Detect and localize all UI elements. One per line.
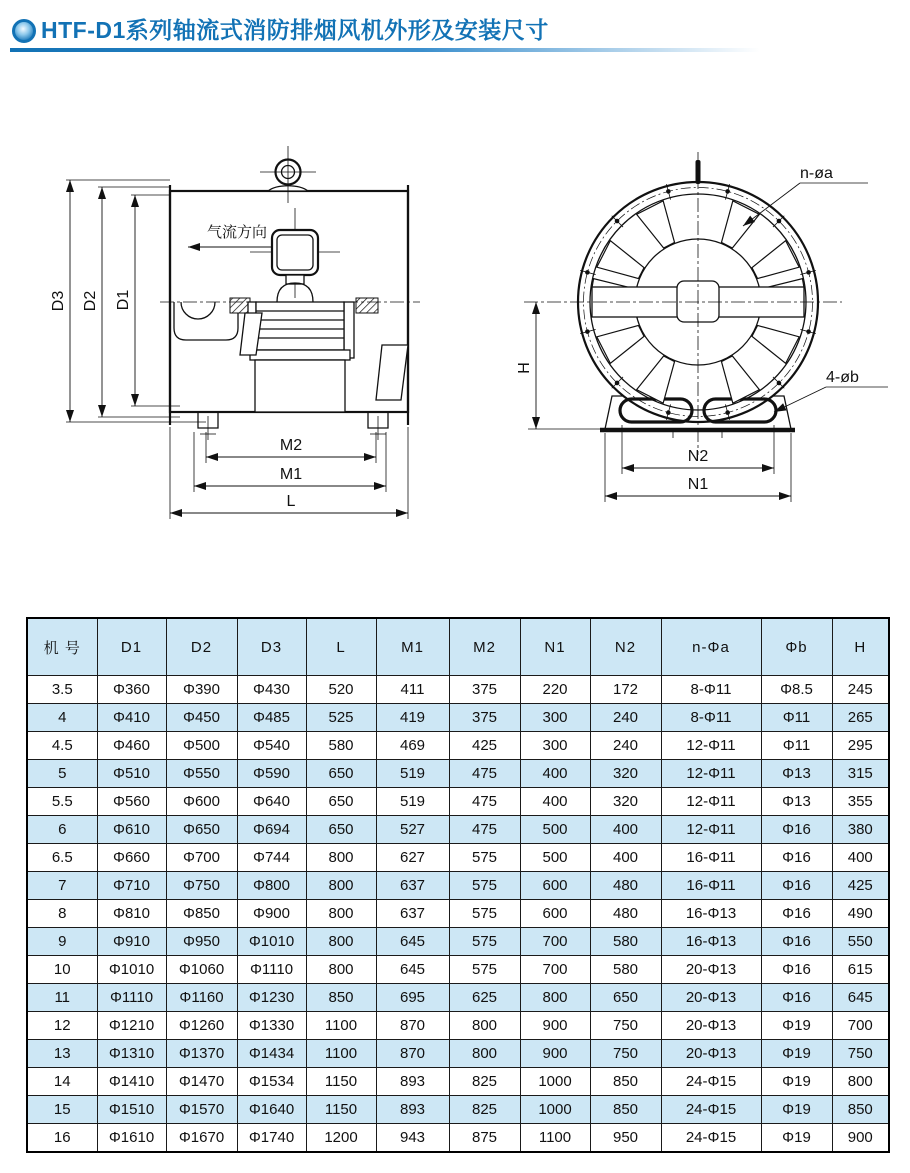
table-cell: 800 — [449, 1012, 520, 1040]
table-cell: 900 — [520, 1040, 590, 1068]
table-cell: 411 — [376, 676, 449, 704]
table-row — [27, 956, 889, 984]
table-cell: 24-Φ15 — [661, 1124, 761, 1153]
column-header: 机 号 — [27, 618, 97, 676]
table-cell: Φ1110 — [237, 956, 306, 984]
table-cell: 6.5 — [27, 844, 97, 872]
dim-label-d3: D3 — [50, 290, 67, 312]
table-cell: 172 — [590, 676, 661, 704]
table-cell: Φ1260 — [166, 1012, 237, 1040]
table-row — [27, 816, 889, 844]
table-cell: Φ485 — [237, 704, 306, 732]
table-cell: 8-Φ11 — [661, 676, 761, 704]
table-cell: Φ1160 — [166, 984, 237, 1012]
table-cell: 6 — [27, 816, 97, 844]
table-cell: Φ460 — [97, 732, 166, 760]
table-cell: 425 — [449, 732, 520, 760]
table-cell: 320 — [590, 788, 661, 816]
table-cell: Φ694 — [237, 816, 306, 844]
table-cell: 519 — [376, 760, 449, 788]
table-cell: 295 — [832, 732, 889, 760]
table-cell: 425 — [832, 872, 889, 900]
table-cell: 20-Φ13 — [661, 984, 761, 1012]
table-cell: 893 — [376, 1068, 449, 1096]
table-cell: Φ1570 — [166, 1096, 237, 1124]
table-cell: Φ1670 — [166, 1124, 237, 1153]
table-cell: 575 — [449, 928, 520, 956]
table-cell: 600 — [520, 900, 590, 928]
table-cell: Φ1370 — [166, 1040, 237, 1068]
table-row — [27, 928, 889, 956]
technical-drawing — [0, 140, 910, 540]
length-dimensions — [170, 427, 408, 519]
table-row — [27, 1012, 889, 1040]
dim-label-n1: N1 — [687, 476, 709, 493]
table-cell: 14 — [27, 1068, 97, 1096]
table-cell: 695 — [376, 984, 449, 1012]
column-header: M1 — [376, 618, 449, 676]
table-cell: Φ750 — [166, 872, 237, 900]
table-cell: 7 — [27, 872, 97, 900]
table-cell: 375 — [449, 676, 520, 704]
column-header: N2 — [590, 618, 661, 676]
column-header: N1 — [520, 618, 590, 676]
bullet-target-icon — [12, 19, 36, 43]
table-cell: Φ16 — [761, 900, 832, 928]
page-header — [10, 12, 900, 54]
column-header: n-Φa — [661, 618, 761, 676]
dim-label-m1: M1 — [279, 466, 303, 483]
table-cell: Φ600 — [166, 788, 237, 816]
table-row — [27, 1096, 889, 1124]
table-cell: 315 — [832, 760, 889, 788]
table-cell: 500 — [520, 844, 590, 872]
table-row — [27, 704, 889, 732]
table-cell: 400 — [590, 844, 661, 872]
table-cell: 650 — [590, 984, 661, 1012]
table-cell: Φ850 — [166, 900, 237, 928]
table-row — [27, 844, 889, 872]
table-cell: Φ1310 — [97, 1040, 166, 1068]
table-cell: 400 — [590, 816, 661, 844]
table-cell: Φ1534 — [237, 1068, 306, 1096]
table-cell: Φ450 — [166, 704, 237, 732]
table-cell: 870 — [376, 1012, 449, 1040]
table-cell: 480 — [590, 872, 661, 900]
table-cell: 825 — [449, 1096, 520, 1124]
table-row — [27, 1124, 889, 1153]
height-dimension — [516, 302, 600, 429]
foot-holes-callout — [774, 369, 888, 412]
dim-label-d2: D2 — [82, 290, 99, 312]
support-vane — [637, 201, 675, 248]
table-cell: Φ560 — [97, 788, 166, 816]
table-cell: Φ16 — [761, 816, 832, 844]
table-cell: Φ1060 — [166, 956, 237, 984]
callout-label-4-ob: 4-øb — [826, 369, 859, 386]
table-cell: 700 — [832, 1012, 889, 1040]
table-cell: Φ19 — [761, 1012, 832, 1040]
table-cell: 20-Φ13 — [661, 1040, 761, 1068]
table-cell: 1100 — [520, 1124, 590, 1153]
table-cell: Φ910 — [97, 928, 166, 956]
table-cell: 575 — [449, 900, 520, 928]
table-cell: 627 — [376, 844, 449, 872]
table-cell: 750 — [590, 1012, 661, 1040]
table-cell: Φ540 — [237, 732, 306, 760]
table-cell: 12-Φ11 — [661, 732, 761, 760]
table-row — [27, 1040, 889, 1068]
table-cell: 750 — [832, 1040, 889, 1068]
page-title: HTF-D1系列轴流式消防排烟风机外形及安装尺寸 — [41, 17, 549, 43]
table-cell: 475 — [449, 788, 520, 816]
table-cell: 12-Φ11 — [661, 816, 761, 844]
flange-holes-callout — [743, 165, 868, 226]
table-cell: 700 — [520, 928, 590, 956]
motor-pedestal — [255, 360, 345, 412]
dim-label-d1: D1 — [115, 289, 132, 311]
table-cell: 850 — [832, 1096, 889, 1124]
table-cell: 950 — [590, 1124, 661, 1153]
table-cell: Φ1010 — [237, 928, 306, 956]
table-cell: 615 — [832, 956, 889, 984]
column-header: L — [306, 618, 376, 676]
table-cell: 320 — [590, 760, 661, 788]
dim-label-m2: M2 — [279, 437, 303, 454]
table-cell: 8-Φ11 — [661, 704, 761, 732]
table-cell: 265 — [832, 704, 889, 732]
table-cell: Φ660 — [97, 844, 166, 872]
table-cell: 469 — [376, 732, 449, 760]
table-cell: 1100 — [306, 1012, 376, 1040]
table-cell: 10 — [27, 956, 97, 984]
table-cell: 24-Φ15 — [661, 1096, 761, 1124]
table-cell: Φ8.5 — [761, 676, 832, 704]
table-cell: 15 — [27, 1096, 97, 1124]
support-vane — [597, 241, 644, 279]
side-view — [50, 146, 420, 519]
support-vane — [637, 356, 675, 403]
table-cell: Φ810 — [97, 900, 166, 928]
table-cell: 5 — [27, 760, 97, 788]
table-cell: Φ744 — [237, 844, 306, 872]
table-cell: Φ800 — [237, 872, 306, 900]
dimension-table — [26, 617, 890, 1153]
table-cell: 20-Φ13 — [661, 956, 761, 984]
table-cell: 850 — [590, 1068, 661, 1096]
table-cell: 1150 — [306, 1096, 376, 1124]
airflow-label: 气流方向 — [206, 224, 268, 241]
table-cell: Φ1110 — [97, 984, 166, 1012]
column-header: D2 — [166, 618, 237, 676]
table-cell: 1200 — [306, 1124, 376, 1153]
table-cell: Φ16 — [761, 872, 832, 900]
table-cell: 800 — [449, 1040, 520, 1068]
table-cell: Φ1330 — [237, 1012, 306, 1040]
support-vane — [752, 241, 799, 279]
table-cell: Φ500 — [166, 732, 237, 760]
table-cell: 480 — [590, 900, 661, 928]
support-vane — [721, 356, 759, 403]
table-cell: Φ16 — [761, 844, 832, 872]
mounting-feet — [198, 412, 388, 440]
table-cell: 24-Φ15 — [661, 1068, 761, 1096]
table-cell: 3.5 — [27, 676, 97, 704]
table-row — [27, 900, 889, 928]
table-cell: 475 — [449, 760, 520, 788]
table-cell: 943 — [376, 1124, 449, 1153]
table-cell: 380 — [832, 816, 889, 844]
support-vane — [597, 325, 644, 363]
column-header: D1 — [97, 618, 166, 676]
table-cell: 800 — [306, 956, 376, 984]
dim-label-n2: N2 — [687, 448, 709, 465]
table-cell: 8 — [27, 900, 97, 928]
table-cell: 625 — [449, 984, 520, 1012]
table-row — [27, 676, 889, 704]
table-cell: 4.5 — [27, 732, 97, 760]
table-cell: Φ710 — [97, 872, 166, 900]
table-cell: Φ1230 — [237, 984, 306, 1012]
dim-label-l: L — [286, 493, 296, 510]
table-cell: 637 — [376, 900, 449, 928]
table-cell: Φ1610 — [97, 1124, 166, 1153]
table-cell: 300 — [520, 732, 590, 760]
table-cell: 650 — [306, 760, 376, 788]
table-cell: Φ19 — [761, 1068, 832, 1096]
table-cell: 16 — [27, 1124, 97, 1153]
table-cell: Φ610 — [97, 816, 166, 844]
table-cell: 1000 — [520, 1068, 590, 1096]
table-cell: 875 — [449, 1124, 520, 1153]
table-cell: Φ430 — [237, 676, 306, 704]
table-cell: 900 — [832, 1124, 889, 1153]
table-cell: 1100 — [306, 1040, 376, 1068]
table-cell: 800 — [832, 1068, 889, 1096]
table-cell: 800 — [306, 928, 376, 956]
motor-fins — [256, 302, 344, 350]
table-cell: Φ13 — [761, 788, 832, 816]
table-cell: 240 — [590, 704, 661, 732]
table-cell: 650 — [306, 816, 376, 844]
table-cell: 1150 — [306, 1068, 376, 1096]
table-cell: 580 — [590, 928, 661, 956]
table-cell: Φ410 — [97, 704, 166, 732]
table-cell: 16-Φ13 — [661, 900, 761, 928]
table-cell: 490 — [832, 900, 889, 928]
table-cell: 220 — [520, 676, 590, 704]
table-cell: Φ390 — [166, 676, 237, 704]
table-cell: 500 — [520, 816, 590, 844]
table-cell: Φ550 — [166, 760, 237, 788]
support-vane — [721, 201, 759, 248]
table-row — [27, 984, 889, 1012]
table-row — [27, 760, 889, 788]
table-cell: Φ1410 — [97, 1068, 166, 1096]
column-header: H — [832, 618, 889, 676]
dim-label-h: H — [516, 362, 533, 374]
column-header: D3 — [237, 618, 306, 676]
table-cell: Φ360 — [97, 676, 166, 704]
table-cell: 575 — [449, 956, 520, 984]
table-cell: 800 — [306, 872, 376, 900]
column-header: Φb — [761, 618, 832, 676]
table-cell: 11 — [27, 984, 97, 1012]
table-cell: Φ19 — [761, 1096, 832, 1124]
table-cell: 4 — [27, 704, 97, 732]
table-cell: Φ950 — [166, 928, 237, 956]
table-cell: Φ11 — [761, 732, 832, 760]
table-cell: 575 — [449, 844, 520, 872]
table-cell: Φ1640 — [237, 1096, 306, 1124]
table-cell: Φ1740 — [237, 1124, 306, 1153]
table-cell: 580 — [590, 956, 661, 984]
table-cell: Φ19 — [761, 1124, 832, 1153]
table-body — [27, 676, 889, 1153]
table-cell: 550 — [832, 928, 889, 956]
table-cell: 12-Φ11 — [661, 788, 761, 816]
front-view — [516, 152, 888, 502]
table-cell: 800 — [520, 984, 590, 1012]
table-cell: 637 — [376, 872, 449, 900]
table-cell: 9 — [27, 928, 97, 956]
table-cell: Φ1010 — [97, 956, 166, 984]
table-cell: Φ700 — [166, 844, 237, 872]
support-vane — [752, 325, 799, 363]
table-cell: Φ590 — [237, 760, 306, 788]
table-cell: Φ1510 — [97, 1096, 166, 1124]
table-cell: 825 — [449, 1068, 520, 1096]
table-cell: 400 — [520, 788, 590, 816]
table-cell: Φ13 — [761, 760, 832, 788]
table-cell: 520 — [306, 676, 376, 704]
table-cell: Φ19 — [761, 1040, 832, 1068]
table-cell: Φ640 — [237, 788, 306, 816]
table-cell: Φ1470 — [166, 1068, 237, 1096]
table-cell: 519 — [376, 788, 449, 816]
table-cell: 800 — [306, 844, 376, 872]
table-row — [27, 788, 889, 816]
table-cell: 245 — [832, 676, 889, 704]
table-cell: 525 — [306, 704, 376, 732]
table-cell: 16-Φ11 — [661, 872, 761, 900]
table-cell: Φ16 — [761, 956, 832, 984]
table-cell: 893 — [376, 1096, 449, 1124]
table-cell: 750 — [590, 1040, 661, 1068]
table-cell: 870 — [376, 1040, 449, 1068]
table-cell: 900 — [520, 1012, 590, 1040]
table-cell: 375 — [449, 704, 520, 732]
table-cell: 16-Φ11 — [661, 844, 761, 872]
table-cell: 16-Φ13 — [661, 928, 761, 956]
table-cell: 12 — [27, 1012, 97, 1040]
header-row — [27, 618, 889, 676]
bearing-block-right — [356, 298, 378, 313]
table-cell: 20-Φ13 — [661, 1012, 761, 1040]
table-cell: 300 — [520, 704, 590, 732]
table-cell: 527 — [376, 816, 449, 844]
table-cell: 645 — [376, 928, 449, 956]
table-cell: 1000 — [520, 1096, 590, 1124]
bearing-block-left — [230, 298, 250, 313]
table-cell: 800 — [306, 900, 376, 928]
column-header: M2 — [449, 618, 520, 676]
table-cell: Φ1434 — [237, 1040, 306, 1068]
table-cell: 575 — [449, 872, 520, 900]
table-cell: 400 — [832, 844, 889, 872]
table-cell: 580 — [306, 732, 376, 760]
table-cell: 645 — [376, 956, 449, 984]
title-underline — [10, 48, 760, 52]
table-cell: 240 — [590, 732, 661, 760]
table-cell: 650 — [306, 788, 376, 816]
table-cell: 419 — [376, 704, 449, 732]
table-row — [27, 872, 889, 900]
table-cell: Φ650 — [166, 816, 237, 844]
table-cell: 355 — [832, 788, 889, 816]
table-row — [27, 1068, 889, 1096]
table-cell: 645 — [832, 984, 889, 1012]
table-cell: 13 — [27, 1040, 97, 1068]
table-cell: Φ900 — [237, 900, 306, 928]
table-cell: Φ1210 — [97, 1012, 166, 1040]
table-cell: Φ16 — [761, 984, 832, 1012]
table-cell: 400 — [520, 760, 590, 788]
table-cell: Φ11 — [761, 704, 832, 732]
table-cell: 850 — [306, 984, 376, 1012]
table-cell: 850 — [590, 1096, 661, 1124]
table-cell: Φ16 — [761, 928, 832, 956]
table-cell: 600 — [520, 872, 590, 900]
table-cell: 475 — [449, 816, 520, 844]
table-cell: Φ510 — [97, 760, 166, 788]
table-header — [27, 618, 889, 676]
table-cell: 5.5 — [27, 788, 97, 816]
callout-label-n-oa: n-øa — [800, 165, 833, 182]
table-cell: 12-Φ11 — [661, 760, 761, 788]
table-row — [27, 732, 889, 760]
table-cell: 700 — [520, 956, 590, 984]
